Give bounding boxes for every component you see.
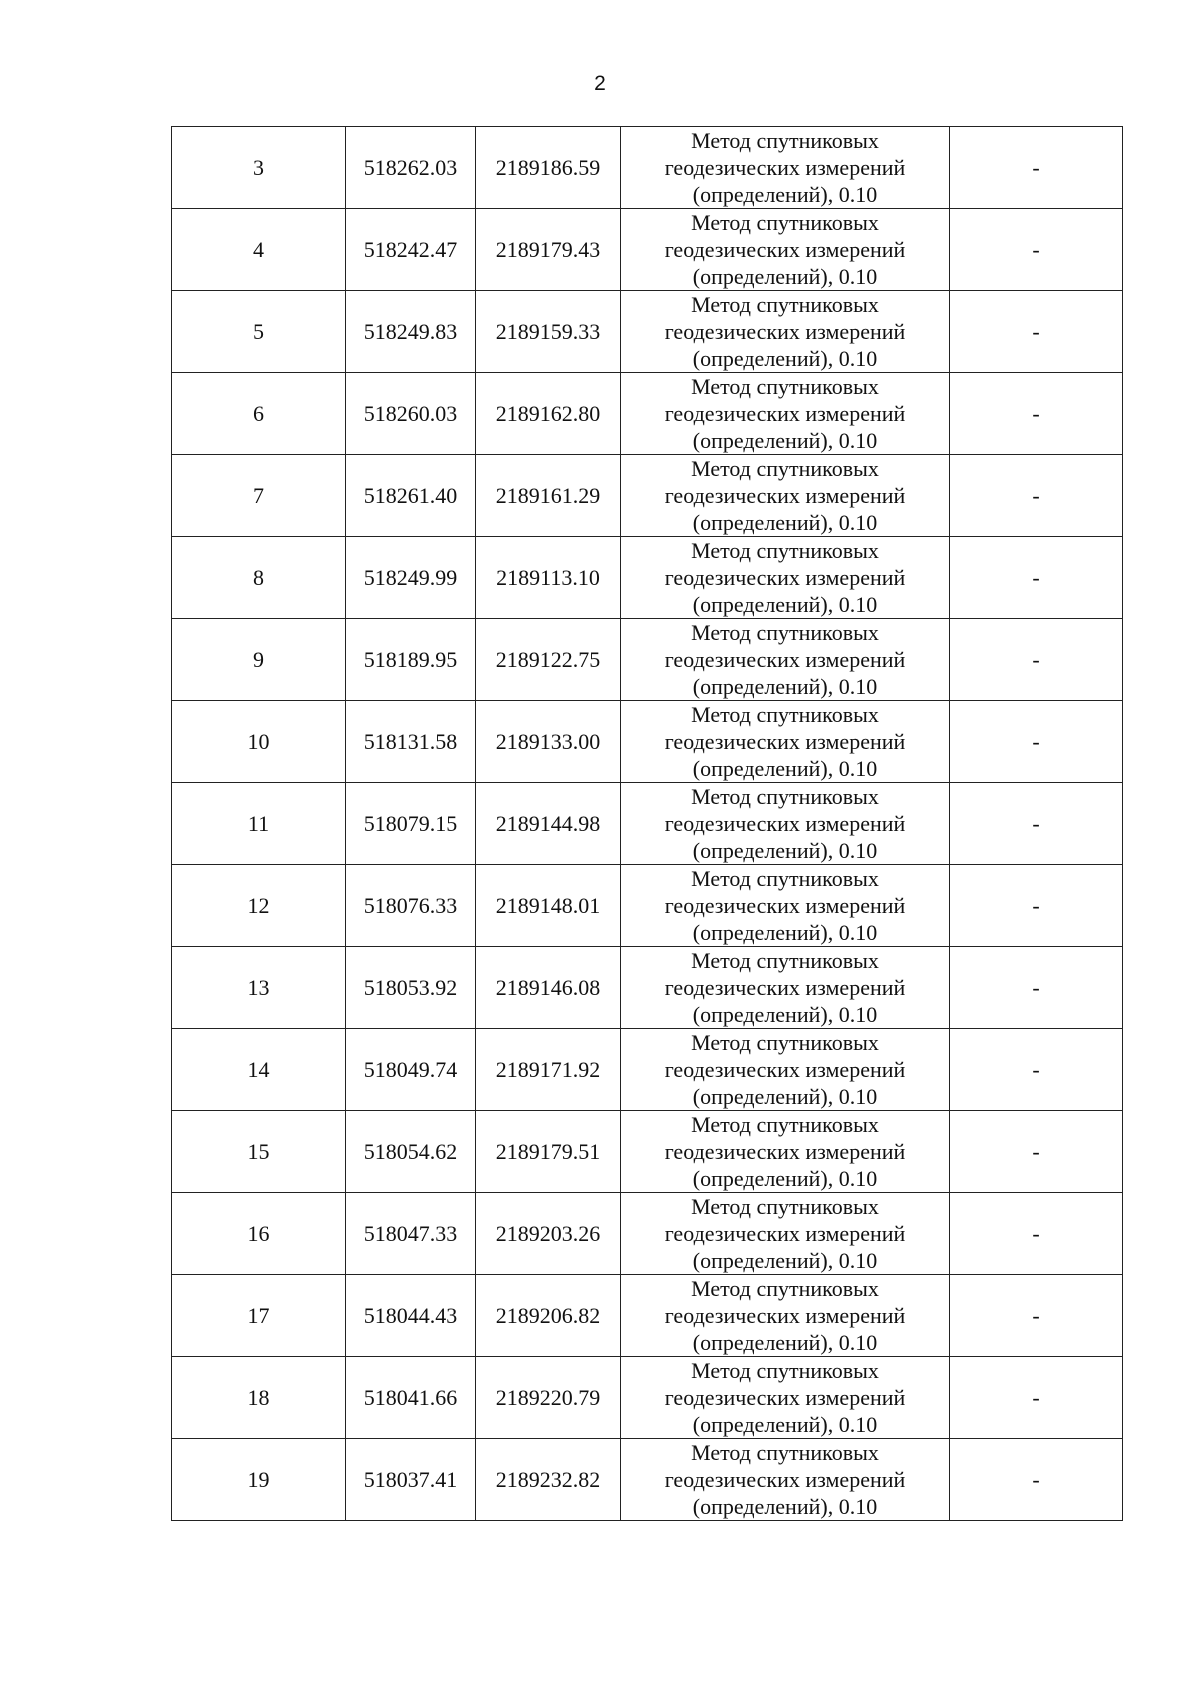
point-description-cell: - <box>950 619 1123 701</box>
table-row <box>172 537 1123 619</box>
method-line: Метод спутниковых <box>691 292 879 317</box>
method-line: Метод спутниковых <box>691 702 879 727</box>
method-line: геодезических измерений <box>664 401 906 426</box>
point-description-cell: - <box>950 947 1123 1029</box>
point-description-cell: - <box>950 373 1123 455</box>
method-line: геодезических измерений <box>664 1139 906 1164</box>
x-coordinate-cell: 518053.92 <box>346 947 476 1029</box>
x-coordinate-cell: 518037.41 <box>346 1439 476 1521</box>
table-row <box>172 127 1123 209</box>
x-coordinate-cell: 518049.74 <box>346 1029 476 1111</box>
y-coordinate-cell: 2189148.01 <box>476 865 621 947</box>
method-line: Метод спутниковых <box>691 374 879 399</box>
method-line: Метод спутниковых <box>691 1358 879 1383</box>
method-accuracy-cell <box>621 373 950 455</box>
table-row <box>172 1357 1123 1439</box>
y-coordinate-cell: 2189122.75 <box>476 619 621 701</box>
method-line: Метод спутниковых <box>691 1112 879 1137</box>
method-accuracy-cell <box>621 783 950 865</box>
point-number-cell: 17 <box>172 1275 346 1357</box>
y-coordinate-cell: 2189144.98 <box>476 783 621 865</box>
table-row <box>172 1029 1123 1111</box>
method-line: Метод спутниковых <box>691 1194 879 1219</box>
point-number-cell: 9 <box>172 619 346 701</box>
y-coordinate-cell: 2189220.79 <box>476 1357 621 1439</box>
method-line: Метод спутниковых <box>691 128 879 153</box>
method-line: (определений), 0.10 <box>692 510 878 535</box>
y-coordinate-cell: 2189113.10 <box>476 537 621 619</box>
y-coordinate-cell: 2189179.51 <box>476 1111 621 1193</box>
method-line: (определений), 0.10 <box>692 838 878 863</box>
point-description-cell: - <box>950 1275 1123 1357</box>
point-number-cell: 11 <box>172 783 346 865</box>
y-coordinate-cell: 2189171.92 <box>476 1029 621 1111</box>
point-description-cell: - <box>950 127 1123 209</box>
method-line: Метод спутниковых <box>691 948 879 973</box>
method-line: Метод спутниковых <box>691 1030 879 1055</box>
table-row <box>172 947 1123 1029</box>
method-accuracy-cell <box>621 865 950 947</box>
coordinates-table <box>171 126 1123 1521</box>
x-coordinate-cell: 518242.47 <box>346 209 476 291</box>
y-coordinate-cell: 2189206.82 <box>476 1275 621 1357</box>
table-row <box>172 865 1123 947</box>
x-coordinate-cell: 518261.40 <box>346 455 476 537</box>
method-line: геодезических измерений <box>664 1385 906 1410</box>
y-coordinate-cell: 2189159.33 <box>476 291 621 373</box>
table-row <box>172 1111 1123 1193</box>
table-row <box>172 373 1123 455</box>
point-description-cell: - <box>950 291 1123 373</box>
point-description-cell: - <box>950 1193 1123 1275</box>
method-line: геодезических измерений <box>664 237 906 262</box>
table-row <box>172 291 1123 373</box>
x-coordinate-cell: 518054.62 <box>346 1111 476 1193</box>
table-row <box>172 455 1123 537</box>
method-line: Метод спутниковых <box>691 456 879 481</box>
y-coordinate-cell: 2189162.80 <box>476 373 621 455</box>
method-line: (определений), 0.10 <box>692 674 878 699</box>
x-coordinate-cell: 518041.66 <box>346 1357 476 1439</box>
point-description-cell: - <box>950 783 1123 865</box>
method-line: геодезических измерений <box>664 1221 906 1246</box>
method-line: геодезических измерений <box>664 565 906 590</box>
x-coordinate-cell: 518249.99 <box>346 537 476 619</box>
table-row <box>172 1439 1123 1521</box>
method-accuracy-cell <box>621 1275 950 1357</box>
point-description-cell: - <box>950 1357 1123 1439</box>
point-description-cell: - <box>950 537 1123 619</box>
method-line: геодезических измерений <box>664 319 906 344</box>
method-line: (определений), 0.10 <box>692 1412 878 1437</box>
y-coordinate-cell: 2189186.59 <box>476 127 621 209</box>
table-row <box>172 701 1123 783</box>
method-line: (определений), 0.10 <box>692 1002 878 1027</box>
point-number-cell: 6 <box>172 373 346 455</box>
point-description-cell: - <box>950 455 1123 537</box>
method-line: геодезических измерений <box>664 483 906 508</box>
point-number-cell: 8 <box>172 537 346 619</box>
method-accuracy-cell <box>621 127 950 209</box>
method-line: геодезических измерений <box>664 1057 906 1082</box>
x-coordinate-cell: 518076.33 <box>346 865 476 947</box>
y-coordinate-cell: 2189146.08 <box>476 947 621 1029</box>
method-line: Метод спутниковых <box>691 210 879 235</box>
method-accuracy-cell <box>621 1029 950 1111</box>
table-row <box>172 1275 1123 1357</box>
point-number-cell: 14 <box>172 1029 346 1111</box>
method-line: (определений), 0.10 <box>692 1084 878 1109</box>
method-line: геодезических измерений <box>664 729 906 754</box>
y-coordinate-cell: 2189232.82 <box>476 1439 621 1521</box>
point-description-cell: - <box>950 1111 1123 1193</box>
method-accuracy-cell <box>621 1111 950 1193</box>
point-number-cell: 3 <box>172 127 346 209</box>
method-accuracy-cell <box>621 455 950 537</box>
y-coordinate-cell: 2189203.26 <box>476 1193 621 1275</box>
method-line: геодезических измерений <box>664 975 906 1000</box>
method-line: (определений), 0.10 <box>692 428 878 453</box>
method-accuracy-cell <box>621 1193 950 1275</box>
method-line: геодезических измерений <box>664 1467 906 1492</box>
method-line: Метод спутниковых <box>691 784 879 809</box>
method-line: (определений), 0.10 <box>692 182 878 207</box>
method-accuracy-cell <box>621 701 950 783</box>
method-line: геодезических измерений <box>664 647 906 672</box>
point-description-cell: - <box>950 1439 1123 1521</box>
point-number-cell: 5 <box>172 291 346 373</box>
point-number-cell: 7 <box>172 455 346 537</box>
method-accuracy-cell <box>621 1357 950 1439</box>
y-coordinate-cell: 2189179.43 <box>476 209 621 291</box>
point-number-cell: 12 <box>172 865 346 947</box>
point-number-cell: 10 <box>172 701 346 783</box>
method-accuracy-cell <box>621 619 950 701</box>
method-line: геодезических измерений <box>664 1303 906 1328</box>
method-line: (определений), 0.10 <box>692 592 878 617</box>
method-line: (определений), 0.10 <box>692 1494 878 1519</box>
method-accuracy-cell <box>621 537 950 619</box>
x-coordinate-cell: 518044.43 <box>346 1275 476 1357</box>
point-number-cell: 15 <box>172 1111 346 1193</box>
point-description-cell: - <box>950 701 1123 783</box>
method-line: Метод спутниковых <box>691 1440 879 1465</box>
point-number-cell: 16 <box>172 1193 346 1275</box>
method-line: геодезических измерений <box>664 811 906 836</box>
y-coordinate-cell: 2189133.00 <box>476 701 621 783</box>
point-description-cell: - <box>950 865 1123 947</box>
method-accuracy-cell <box>621 209 950 291</box>
point-description-cell: - <box>950 209 1123 291</box>
x-coordinate-cell: 518079.15 <box>346 783 476 865</box>
method-line: Метод спутниковых <box>691 620 879 645</box>
method-line: (определений), 0.10 <box>692 1330 878 1355</box>
method-line: (определений), 0.10 <box>692 264 878 289</box>
method-line: (определений), 0.10 <box>692 1248 878 1273</box>
table-row <box>172 619 1123 701</box>
method-accuracy-cell <box>621 291 950 373</box>
method-line: Метод спутниковых <box>691 866 879 891</box>
x-coordinate-cell: 518260.03 <box>346 373 476 455</box>
x-coordinate-cell: 518047.33 <box>346 1193 476 1275</box>
method-line: геодезических измерений <box>664 155 906 180</box>
x-coordinate-cell: 518189.95 <box>346 619 476 701</box>
coordinates-table-body <box>172 127 1123 1521</box>
method-line: Метод спутниковых <box>691 1276 879 1301</box>
y-coordinate-cell: 2189161.29 <box>476 455 621 537</box>
point-number-cell: 4 <box>172 209 346 291</box>
point-number-cell: 19 <box>172 1439 346 1521</box>
method-line: (определений), 0.10 <box>692 920 878 945</box>
point-description-cell: - <box>950 1029 1123 1111</box>
table-row <box>172 1193 1123 1275</box>
table-row <box>172 783 1123 865</box>
method-accuracy-cell <box>621 1439 950 1521</box>
x-coordinate-cell: 518262.03 <box>346 127 476 209</box>
point-number-cell: 13 <box>172 947 346 1029</box>
method-line: (определений), 0.10 <box>692 1166 878 1191</box>
method-line: Метод спутниковых <box>691 538 879 563</box>
x-coordinate-cell: 518249.83 <box>346 291 476 373</box>
table-row <box>172 209 1123 291</box>
method-line: (определений), 0.10 <box>692 346 878 371</box>
x-coordinate-cell: 518131.58 <box>346 701 476 783</box>
point-number-cell: 18 <box>172 1357 346 1439</box>
page-number: 2 <box>594 72 606 95</box>
method-line: (определений), 0.10 <box>692 756 878 781</box>
method-accuracy-cell <box>621 947 950 1029</box>
method-line: геодезических измерений <box>664 893 906 918</box>
